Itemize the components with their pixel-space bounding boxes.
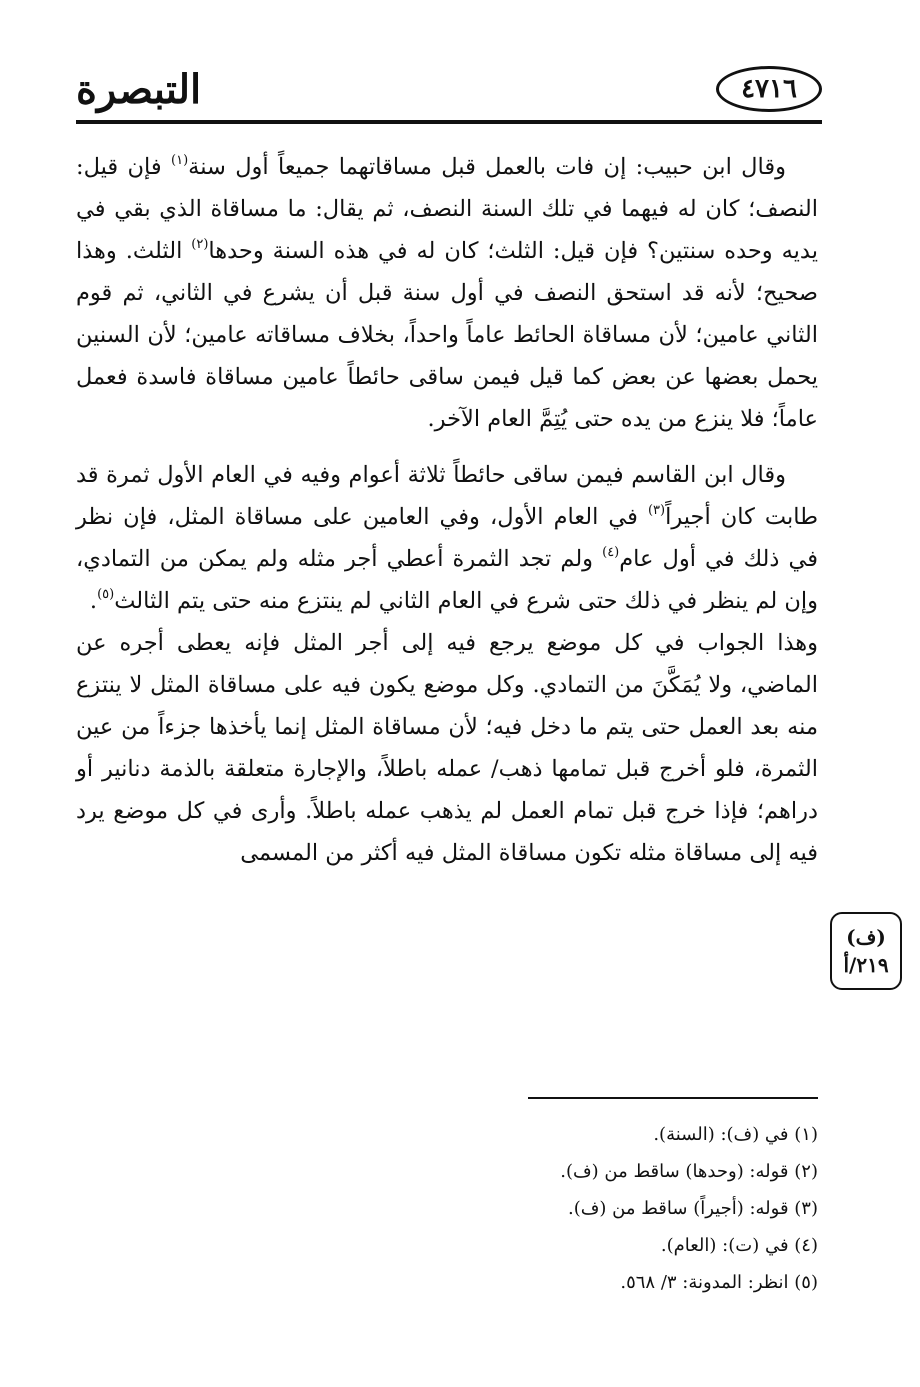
footnote-separator [528,1097,818,1099]
footnote-3: (٣) قوله: (أجيراً) ساقط من (ف). [568,1198,818,1219]
paragraph-2-text-b: في العام الأول، وفي العامين على مساقاة المثل، فإن نظر في ذلك في أول عام [76,504,818,572]
paragraph-3 [76,622,818,874]
footnote-ref-1: (١) [171,153,189,168]
paragraph-2-text-c: ولم تجد الثمرة أعطي أجر مثله ولم يمكن من التمادي، وإن لم ينظر في ذلك حتى شرع في العام الثاني لم ينتزع منه حتى يتم الثالث [76,546,818,614]
paragraph-1-text-a: وقال ابن حبيب: إن فات بالعمل قبل مساقاتهما جميعاً أول سنة [188,154,786,180]
page-number-label: ٤٧١٦ [741,74,797,104]
page-header [76,58,822,124]
paragraph-2-text-d: . [89,588,98,614]
paragraph-3-text: وهذا الجواب في كل موضع يرجع فيه إلى أجر المثل فإنه يعطى أجره عن الماضي، ولا يُمَكَّنَ من التمادي. وكل موضع يكون فيه على مساقاة المثل لا ينتزع منه بعد العمل حتى يتم ما دخل فيه؛ لأن مساقاة المثل إنما يأخذها جزءاً من عين الثمرة، فلو أخرج قبل تمامها ذهب/ عمله باطلاً، والإجارة متعلقة بالذمة دنانير أو دراهم؛ فإذا خرج قبل تمام العمل لم يذهب عمله باطلاً. وأرى في كل موضع يرد فيه إلى مساقاة مثله تكون مساقاة المثل فيه أكثر من المسمى [76,630,818,866]
header-rule [76,120,822,124]
main-text [76,146,818,874]
folio-source: (ف) [846,925,886,949]
paragraph-1 [76,146,818,440]
footnote-4: (٤) في (ت): (العام). [660,1235,818,1256]
footnote-5: (٥) انظر: المدونة: ٣/ ٥٦٨. [620,1272,818,1293]
paragraph-1-text-b: فإن قيل: النصف؛ كان له فيهما في تلك السنة النصف، ثم يقال: ما مساقاة الذي بقي في يديه وحده سنتين؟ فإن قيل: الثلث؛ كان له في هذه السنة وحدها [76,154,818,264]
paragraph-2 [76,454,818,622]
footnote-2: (٢) قوله: (وحدها) ساقط من (ف). [560,1161,818,1182]
page-number [716,66,822,112]
footnotes [420,1116,818,1301]
manuscript-folio-note [830,912,902,990]
paragraph-1-text-c: الثلث. وهذا صحيح؛ لأنه قد استحق النصف في أول سنة قبل أن يشرع في الثاني، ثم قوم الثاني عامين؛ لأن مساقاة الحائط عاماً واحداً، بخلاف مساقاته عامين؛ لأن السنين يحمل بعضها عن بعض كما قيل فيمن ساقى حائطاً عامين مساقاة فاسدة فعمل عاماً؛ فلا ينزع من يده حتى يُتِمَّ العام الآخر. [76,238,818,432]
footnote-ref-5: (٥) [97,587,115,602]
paragraph-2-text-a: وقال ابن القاسم فيمن ساقى حائطاً ثلاثة أعوام وفيه في العام الأول ثمرة قد طابت كان أجيراً [76,462,818,530]
footnote-ref-3: (٣) [647,503,666,518]
footnote-1: (١) في (ف): (السنة). [653,1124,818,1145]
footnote-ref-4: (٤) [602,545,620,560]
book-title: التبصرة [76,66,202,113]
footnote-ref-2: (٢) [191,237,209,252]
folio-number: ٢١٩/أ [843,953,889,977]
